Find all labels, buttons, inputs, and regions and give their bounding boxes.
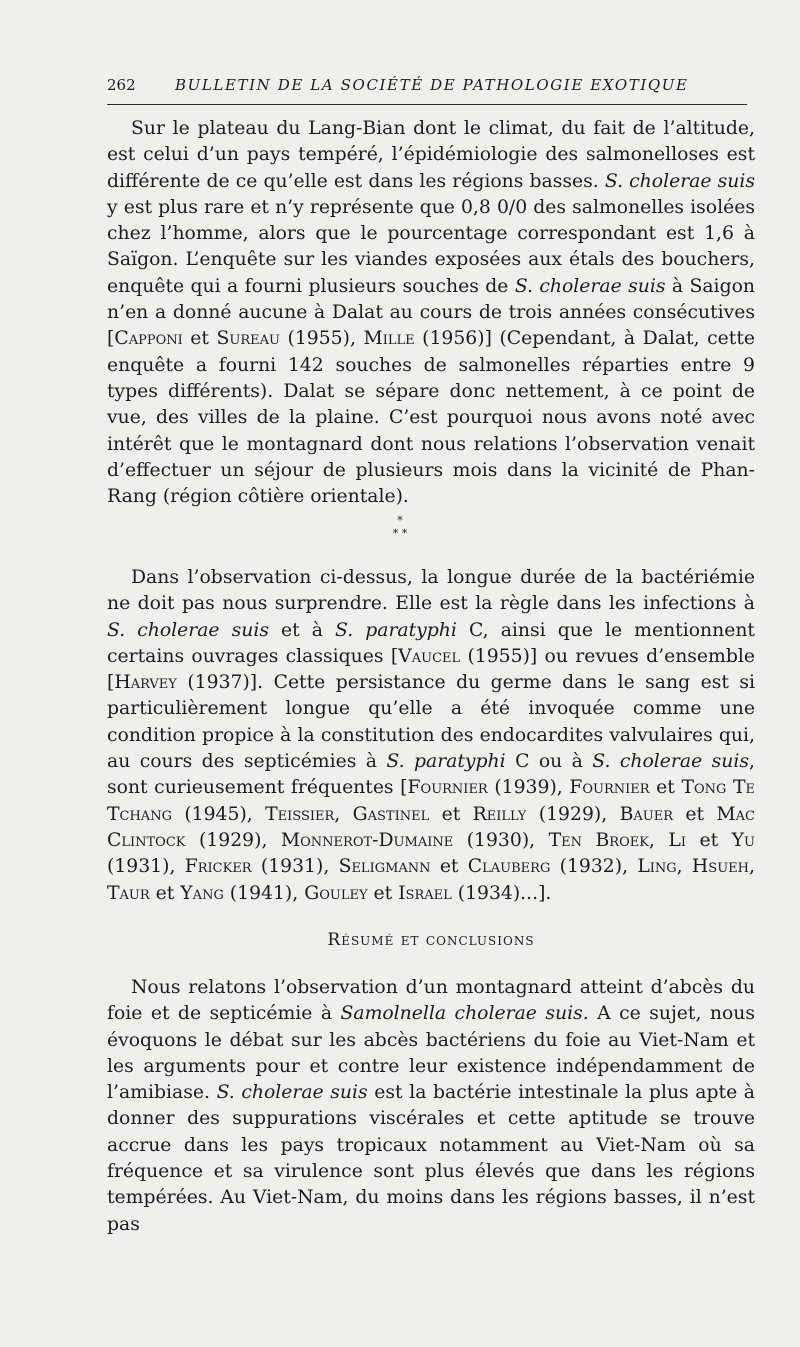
- page-header: [107, 76, 747, 105]
- paragraph-resume: Nous relatons l’observation d’un montagnard atteint d’abcès du foie et de septicémie à Samolnella cholerae suis. A ce sujet, nous évoquons le débat sur les abcès bactériens du foie au Viet-Nam et les arguments pour et contre leur existence indépendamment de l’amibiase. S. cholerae suis est la bactérie intestinale la plus apte à donner des suppurations viscérales et cette aptitude se trouve accrue dans les pays tropicaux notamment au Viet-Nam où sa fréquence et sa virulence sont plus élevés que dans les régions tempérées. Au Viet-Nam, du moins dans les régions basses, il n’est pas: [107, 977, 755, 1235]
- section-separator-asterisks: [370, 514, 430, 540]
- running-title: BULLETIN DE LA SOCIÉTÉ DE PATHOLOGIE EXOTIQUE: [175, 76, 689, 94]
- asterisk-bottom: * *: [392, 527, 408, 540]
- paragraph-bacteriemie: Dans l’observation ci-dessus, la longue durée de la bactériémie ne doit pas nous surprendre. Elle est la règle dans les infections à S. cholerae suis et à S. paratyphi C, ainsi que le mentionnent certains ouvrages classiques [Vaucel (1955)] ou revues d’ensemble [Harvey (1937)]. Cette persistance du germe dans le sang est si particulièrement longue qu’elle a été invoquée comme une condition propice à la constitution des endocardites valvulaires qui, au cours des septicémies à S. paratyphi C ou à S. cholerae suis, sont curieusement fréquentes [Fournier (1939), Fournier et Tong Te Tchang (1945), Teissier, Gastinel et Reilly (1929), Bauer et Mac Clintock (1929), Monnerot-Dumaine (1930), Ten Broek, Li et Yu (1931), Fricker (1931), Seligmann et Clauberg (1932), Ling, Hsueh, Taur et Yang (1941), Gouley et Israel (1934)...].: [107, 567, 755, 904]
- paragraph-plateau-lang-bian: Sur le plateau du Lang-Bian dont le climat, du fait de l’altitude, est celui d’un pays tempéré, l’épidémiologie des salmonelloses est différente de ce qu’elle est dans les régions basses. S. cholerae suis y est plus rare et n’y représente que 0,8 0/0 des salmonelles isolées chez l’homme, alors que le pourcentage correspondant est 1,6 à Saïgon. L’enquête sur les viandes exposées aux étals des bouchers, enquête qui a fourni plusieurs souches de S. cholerae suis à Saigon n’en a donné aucune à Dalat au cours de trois années consécutives [Capponi et Sureau (1955), Mille (1956)] (Cependant, à Dalat, cette enquête a fourni 142 souches de salmonelles réparties entre 9 types différents). Dalat se sépare donc nettement, à ce point de vue, des villes de la plaine. C’est pourquoi nous avons noté avec intérêt que le montagnard dont nous relations l’observation venait d’effectuer un séjour de plusieurs mois dans la vicinité de Phan-Rang (région côtière orientale).: [107, 118, 755, 508]
- asterisk-top: *: [397, 514, 403, 527]
- section-heading-resume: Résumé et conclusions: [327, 930, 535, 950]
- page-number: 262: [107, 76, 136, 94]
